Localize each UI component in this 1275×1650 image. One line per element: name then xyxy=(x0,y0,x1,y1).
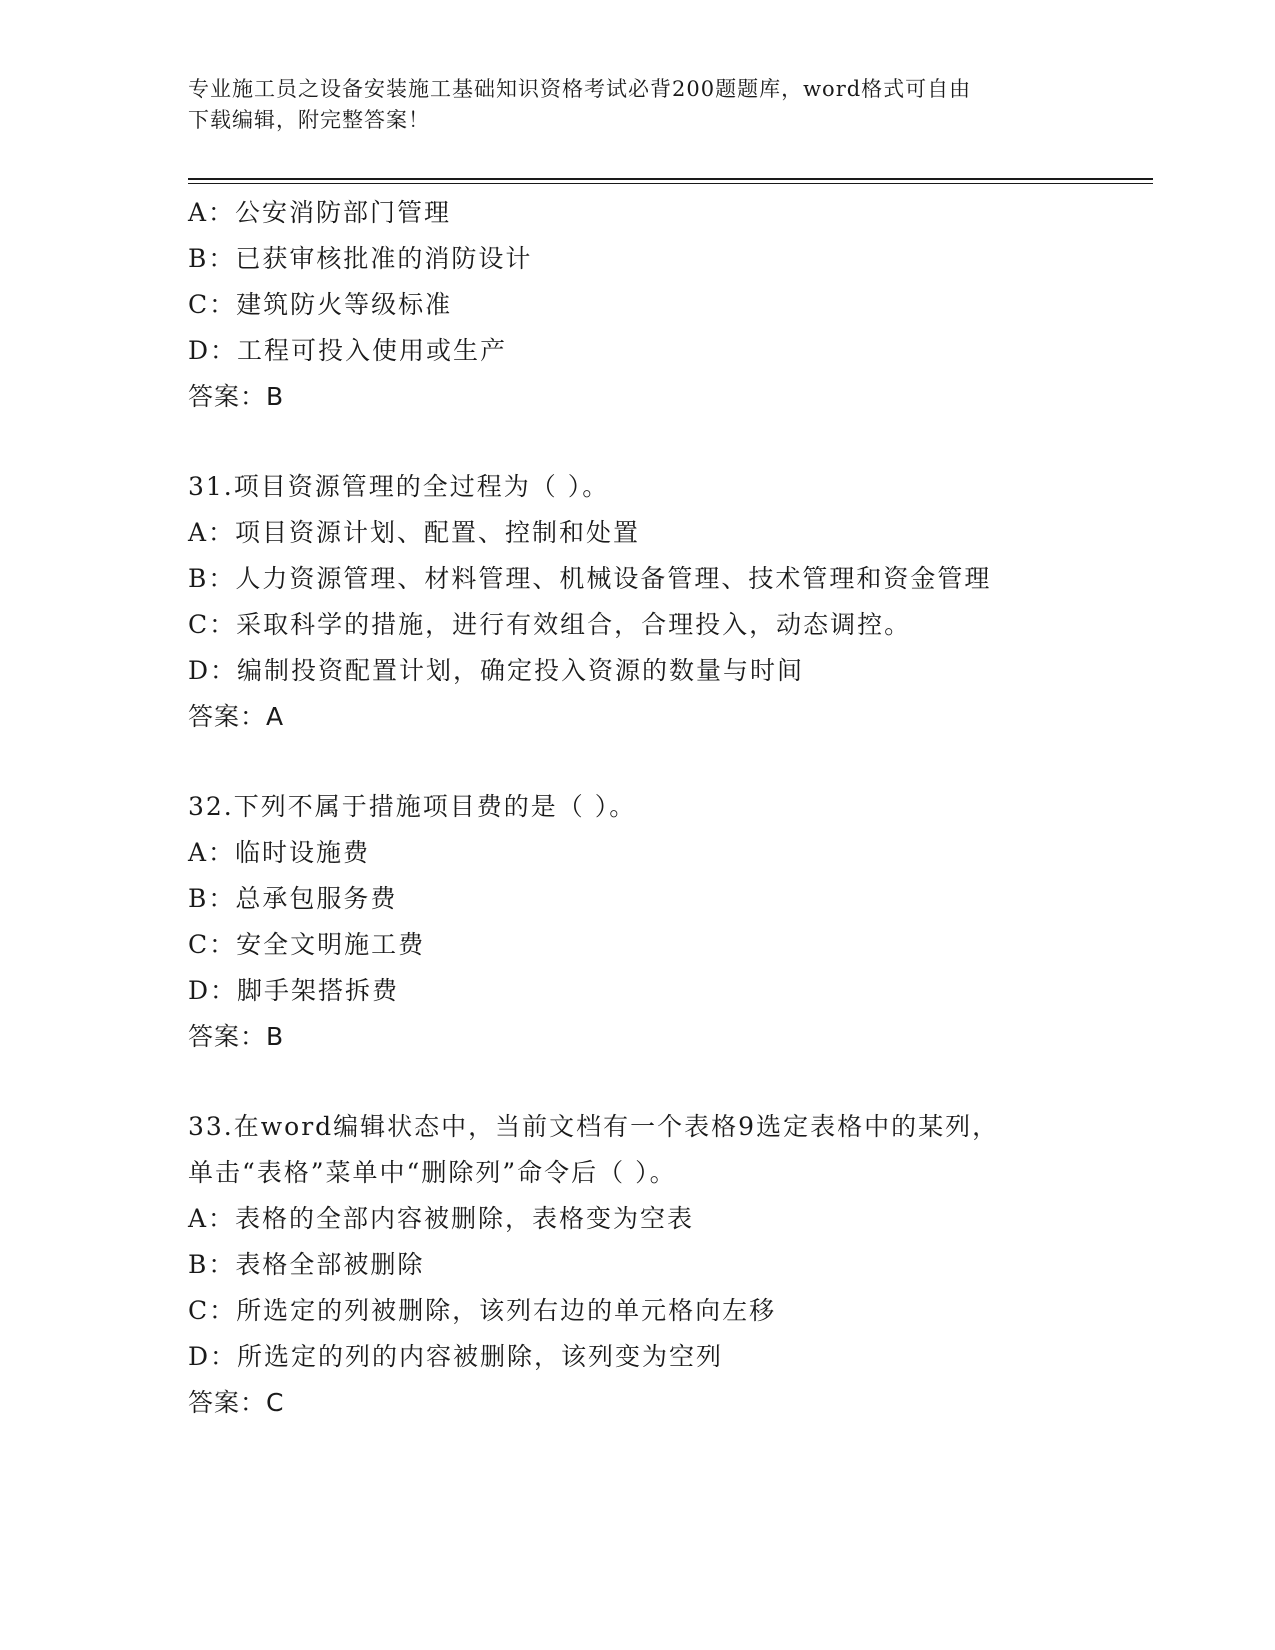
document-header xyxy=(188,74,1088,136)
question-stem: 32.下列不属于措施项目费的是（ ）。 xyxy=(188,792,637,821)
option-c: C：建筑防火等级标准 xyxy=(188,290,453,319)
option-a: A：公安消防部门管理 xyxy=(188,198,452,227)
option-b: B：总承包服务费 xyxy=(188,884,398,913)
option-d: D：脚手架搭拆费 xyxy=(188,976,400,1005)
answer-line: 答案：B xyxy=(188,1022,285,1051)
option-b: B：表格全部被删除 xyxy=(188,1250,425,1279)
question-stem-continued: 单击“表格”菜单中“删除列”命令后（ ）。 xyxy=(188,1158,677,1187)
option-c: C：所选定的列被删除，该列右边的单元格向左移 xyxy=(188,1296,777,1325)
spacer xyxy=(188,1060,1148,1104)
spacer xyxy=(188,740,1148,784)
option-b: B：已获审核批准的消防设计 xyxy=(188,244,533,273)
spacer xyxy=(188,420,1148,464)
answer-line: 答案：B xyxy=(188,382,285,411)
document-body xyxy=(188,190,1148,1426)
question-block-32 xyxy=(188,784,1148,1060)
question-stem: 33.在word编辑状态中，当前文档有一个表格9选定表格中的某列， xyxy=(188,1112,1000,1141)
option-d: D：编制投资配置计划，确定投入资源的数量与时间 xyxy=(188,656,805,685)
header-divider-thick xyxy=(188,178,1153,180)
option-a: A：表格的全部内容被删除，表格变为空表 xyxy=(188,1204,695,1233)
answer-line: 答案：A xyxy=(188,702,285,731)
question-block-33 xyxy=(188,1104,1148,1426)
question-stem: 31.项目资源管理的全过程为（ ）。 xyxy=(188,472,610,501)
option-d: D：所选定的列的内容被删除，该列变为空列 xyxy=(188,1342,724,1371)
answer-line: 答案：C xyxy=(188,1388,285,1417)
option-b: B：人力资源管理、材料管理、机械设备管理、技术管理和资金管理 xyxy=(188,564,992,593)
question-block-prev xyxy=(188,190,1148,420)
option-d: D：工程可投入使用或生产 xyxy=(188,336,508,365)
header-divider-thin xyxy=(188,183,1153,184)
option-a: A：临时设施费 xyxy=(188,838,371,867)
option-a: A：项目资源计划、配置、控制和处置 xyxy=(188,518,641,547)
option-c: C：采取科学的措施，进行有效组合，合理投入，动态调控。 xyxy=(188,610,912,639)
option-c: C：安全文明施工费 xyxy=(188,930,426,959)
question-block-31 xyxy=(188,464,1148,740)
header-line-1: 专业施工员之设备安装施工基础知识资格考试必背200题题库，word格式可自由 xyxy=(188,77,972,101)
header-line-2: 下载编辑，附完整答案！ xyxy=(188,108,430,132)
